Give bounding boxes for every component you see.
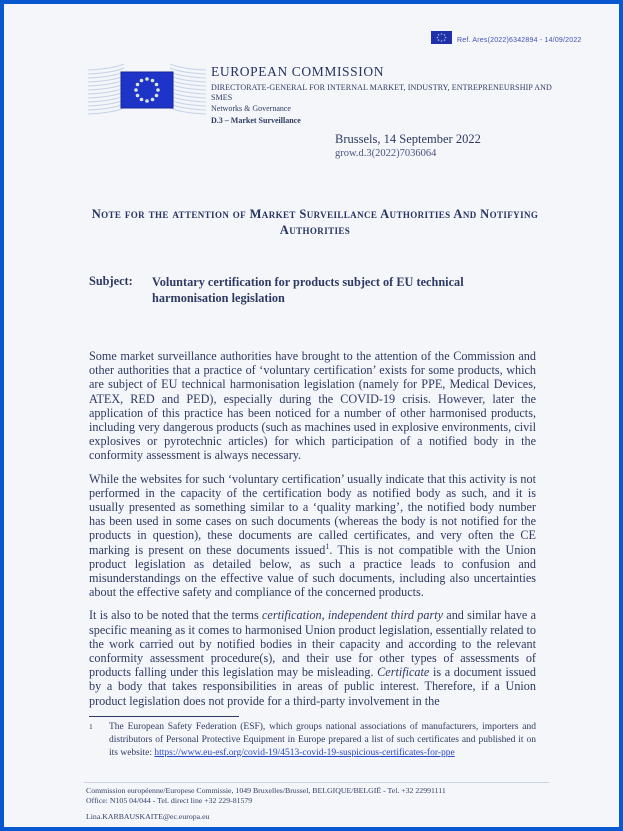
footnote-reference-mark: 1 <box>325 541 330 551</box>
subject-text: Voluntary certification for products subject of EU technical harmonisation legislation <box>152 275 464 305</box>
letterhead <box>211 64 559 125</box>
document-reference: grow.d.3(2022)7036064 <box>335 148 437 159</box>
footer <box>86 786 566 822</box>
footer-address: Commission européenne/Europese Commissie, 1049 Bruxelles/Brussel, BELGIQUE/BELGIË - Tel. +32 22991111 <box>86 786 446 795</box>
place-and-date: Brussels, 14 September 2022 <box>335 132 481 146</box>
eu-flag-icon <box>431 31 452 49</box>
paragraph-3-italic-terms: certification, independent third party <box>262 608 444 623</box>
footer-separator <box>84 782 549 783</box>
paragraph-3-text-end: is a document issued by a body that takes responsibilities in areas of public interest. Therefore, if a Union product legislation does not provide for a third-party involvement in the <box>89 665 536 708</box>
paragraph-1-text: Some market surveillance authorities have brought to the attention of the Commission and other authorities that a practice of ‘voluntary certification’ exists for some products, which are subject of EU technical harmonisation legislation (namely for PPE, Medical Devices, ATEX, RED and PED), especially during the COVID-19 crisis. However, later the application of this practice has been noticed for a number of other harmonised products, including very dangerous products (such as machines used in explosive environments, civil explosives or pyrotechnic articles) for which participation of a notified body in the conformity assessment is always necessary. <box>89 349 536 463</box>
registration-reference: Ref. Ares(2022)6342894 - 14/09/2022 <box>457 36 582 44</box>
registration-badge <box>431 31 582 49</box>
unit-name: Networks & Governance <box>211 104 291 113</box>
paragraph-2 <box>89 472 536 600</box>
paragraph-2-text-continued: . This is not compatible with the Union product legislation as detailed below, as such a practice leads to confusion and misunderstandings on the effective value of such documents, including also uncertainties about the effective safety and compliance of the concerned products. <box>89 542 536 600</box>
paragraph-3-italic-certificate: Certificate <box>377 665 430 680</box>
paragraph-2-text: While the websites for such ‘voluntary certification’ usually indicate that this activity is not performed in the capacity of the certification body as notified body as such, and it is usually presented as something similar to a ‘quality marking’, the notified body number has been used in some cases on such documents (whereas the body is not notified for the products in question), these documents are called certificates, and very often the CE marking is present on these documents issued <box>89 471 536 557</box>
footer-office: Office: N105 04/044 - Tel. direct line +32 229-81579 <box>86 796 253 805</box>
footnote-content <box>109 721 536 759</box>
note-title: Note for the attention of Market Surveillance Authorities And Notifying Authorities <box>91 207 539 237</box>
paragraph-1 <box>89 349 536 463</box>
paragraph-3 <box>89 608 536 707</box>
paragraph-3-text: It is also to be noted that the terms <box>89 608 263 623</box>
footnote-marker: 1 <box>89 722 93 731</box>
footer-email: Lina.KARBAUSKAITE@ec.europa.eu <box>86 812 210 821</box>
directorate-general: DIRECTORATE-GENERAL FOR INTERNAL MARKET, INDUSTRY, ENTREPRENEURSHIP AND SMES <box>211 83 552 102</box>
body-text <box>89 349 536 717</box>
european-commission-logo <box>88 60 206 123</box>
department-name: D.3 – Market Surveillance <box>211 115 301 125</box>
dateline <box>335 132 481 159</box>
footnote-separator <box>89 716 239 717</box>
paragraph-3-text-continued: and similar have a specific meaning as it comes to harmonised Union product legislation, essentially related to the work carried out by notified bodies in their capacity and according to the relevant conformity assessment procedure(s), and their use for other types of assessments of products falling under this legislation may be misleading. <box>89 608 536 680</box>
institution-name: EUROPEAN COMMISSION <box>211 64 385 79</box>
subject-label: Subject: <box>89 274 133 288</box>
footnote-text: The European Safety Federation (ESF), which groups national associations of manufacturers, importers and distributors of Personal Protective Equipment in Europe prepared a list of such certificates and published it on its website: <box>109 722 536 758</box>
footnote-link[interactable]: https://www.eu-esf.org/covid-19/4513-covid-19-suspicious-certificates-for-ppe <box>154 747 455 758</box>
footnote <box>89 716 536 759</box>
